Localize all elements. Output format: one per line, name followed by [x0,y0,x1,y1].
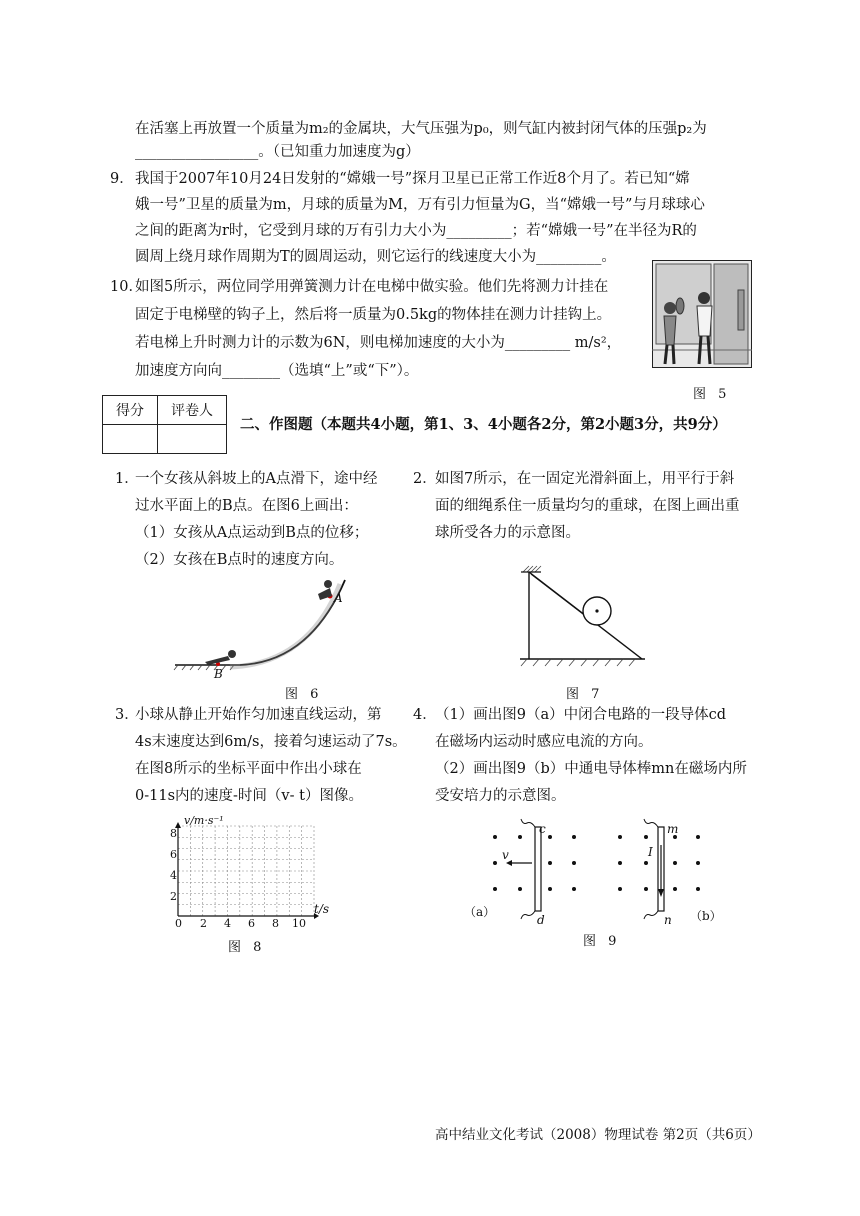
p1-line2: 过水平面上的B点。在图6上画出： [135,498,358,514]
figure-6-slope-diagram [170,570,360,680]
p2-line2: 面的细绳系住一质量均匀的重球，在图上画出重 [435,498,740,514]
p4-line4: 受安培力的示意图。 [435,788,566,804]
q9-line2: 娥一号”卫星的质量为m，月球的质量为M，万有引力恒量为G，当“嫦娥一号”与月球球心 [135,197,705,213]
fig9-a-label: （a） [464,905,496,919]
score-table [102,395,227,454]
fig8-xtick: 6 [248,917,255,930]
p4-number: 4． [413,707,437,723]
figure-5-elevator-illustration [652,260,752,368]
fig8-ytick: 2 [170,890,177,903]
score-header: 得分 [103,396,158,425]
q10-number: 10． [110,279,143,295]
figure-6-caption: 图 6 [285,687,323,702]
p4-line1: （1）画出图9（a）中闭合电路的一段导体cd [435,707,726,723]
p4-line3: （2）画出图9（b）中通电导体棒mn在磁场内所 [435,761,747,777]
section-2-title: 二、作图题（本题共4小题，第1、3、4小题各2分，第2小题3分，共9分） [240,416,727,433]
p2-line1: 如图7所示，在一固定光滑斜面上，用平行于斜 [435,471,735,487]
fig9-label-c: c [539,822,546,836]
fig9-b-label: （b） [690,909,722,923]
score-cell[interactable] [103,425,158,454]
p1-line1: 一个女孩从斜坡上的A点滑下，途中经 [135,471,378,487]
p3-line2: 4s末速度达到6m/s，接着匀速运动了7s。 [135,734,407,750]
fig8-xtick: 2 [200,917,207,930]
page-footer: 高中结业文化考试（2008）物理试卷 第2页（共6页） [435,1127,761,1143]
figure-9-caption: 图 9 [583,934,621,949]
q8-line1: 在活塞上再放置一个质量为m₂的金属块，大气压强为p₀，则气缸内被封闭气体的压强p₂为 [135,121,707,137]
figure-8-caption: 图 8 [228,940,266,955]
q9-line1: 我国于2007年10月24日发射的“嫦娥一号”探月卫星已正常工作近8个月了。若已知“嫦 [135,171,690,187]
q9-line4: 圆周上绕月球作周期为T的圆周运动，则它运行的线速度大小为_________。 [135,249,616,265]
figure-5-caption: 图 5 [693,387,731,402]
fig8-xtick: 8 [272,917,279,930]
p2-line3: 球所受各力的示意图。 [435,525,580,541]
fig9-label-v: v [502,848,509,862]
p1-number: 1． [115,471,139,487]
p2-number: 2． [413,471,437,487]
fig8-ytick: 6 [170,848,177,861]
fig8-xtick: 10 [292,917,306,930]
fig8-y-axis-label: v/m·s⁻¹ [184,814,224,827]
p3-line1: 小球从静止开始作匀加速直线运动，第 [135,707,382,723]
q8-line2: _________________。（已知重力加速度为g） [135,144,420,160]
fig9-label-i: I [648,845,653,859]
fig9-label-n: n [664,913,672,927]
p3-number: 3． [115,707,139,723]
figure-7-incline-diagram [515,562,650,672]
fig8-ytick: 4 [170,869,177,882]
p3-line4: 0-11s内的速度-时间（v- t）图像。 [135,788,363,804]
grader-header: 评卷人 [158,396,227,425]
fig6-label-b: B [214,667,223,681]
figure-7-caption: 图 7 [566,687,604,702]
q9-number: 9． [110,171,134,187]
p1-line3: （1）女孩从A点运动到B点的位移； [135,525,369,541]
fig8-x-axis-label: t/s [314,902,330,916]
figure-8-vt-grid [176,826,316,921]
fig8-ytick: 8 [170,827,177,840]
p4-line2: 在磁场内运动时感应电流的方向。 [435,734,653,750]
q10-line2: 固定于电梯壁的钩子上，然后将一质量为0.5kg的物体挂在测力计挂钩上。 [135,307,612,323]
fig8-xtick: 0 [175,917,182,930]
fig6-label-a: A [334,591,343,605]
grader-cell[interactable] [158,425,227,454]
p3-line3: 在图8所示的坐标平面中作出小球在 [135,761,362,777]
p1-line4: （2）女孩在B点时的速度方向。 [135,552,344,568]
q10-line3: 若电梯上升时测力计的示数为6N，则电梯加速度的大小为_________ m/s²， [135,335,622,351]
fig8-xtick: 4 [224,917,231,930]
q9-line3: 之间的距离为r时，它受到月球的万有引力大小为_________；若“嫦娥一号”在半径为R的 [135,223,697,239]
q10-line1: 如图5所示，两位同学用弹簧测力计在电梯中做实验。他们先将测力计挂在 [135,279,609,295]
fig9-label-m: m [667,822,679,836]
q10-line4: 加速度方向向________（选填“上”或“下”）。 [135,363,419,379]
fig9-label-d: d [537,913,545,927]
